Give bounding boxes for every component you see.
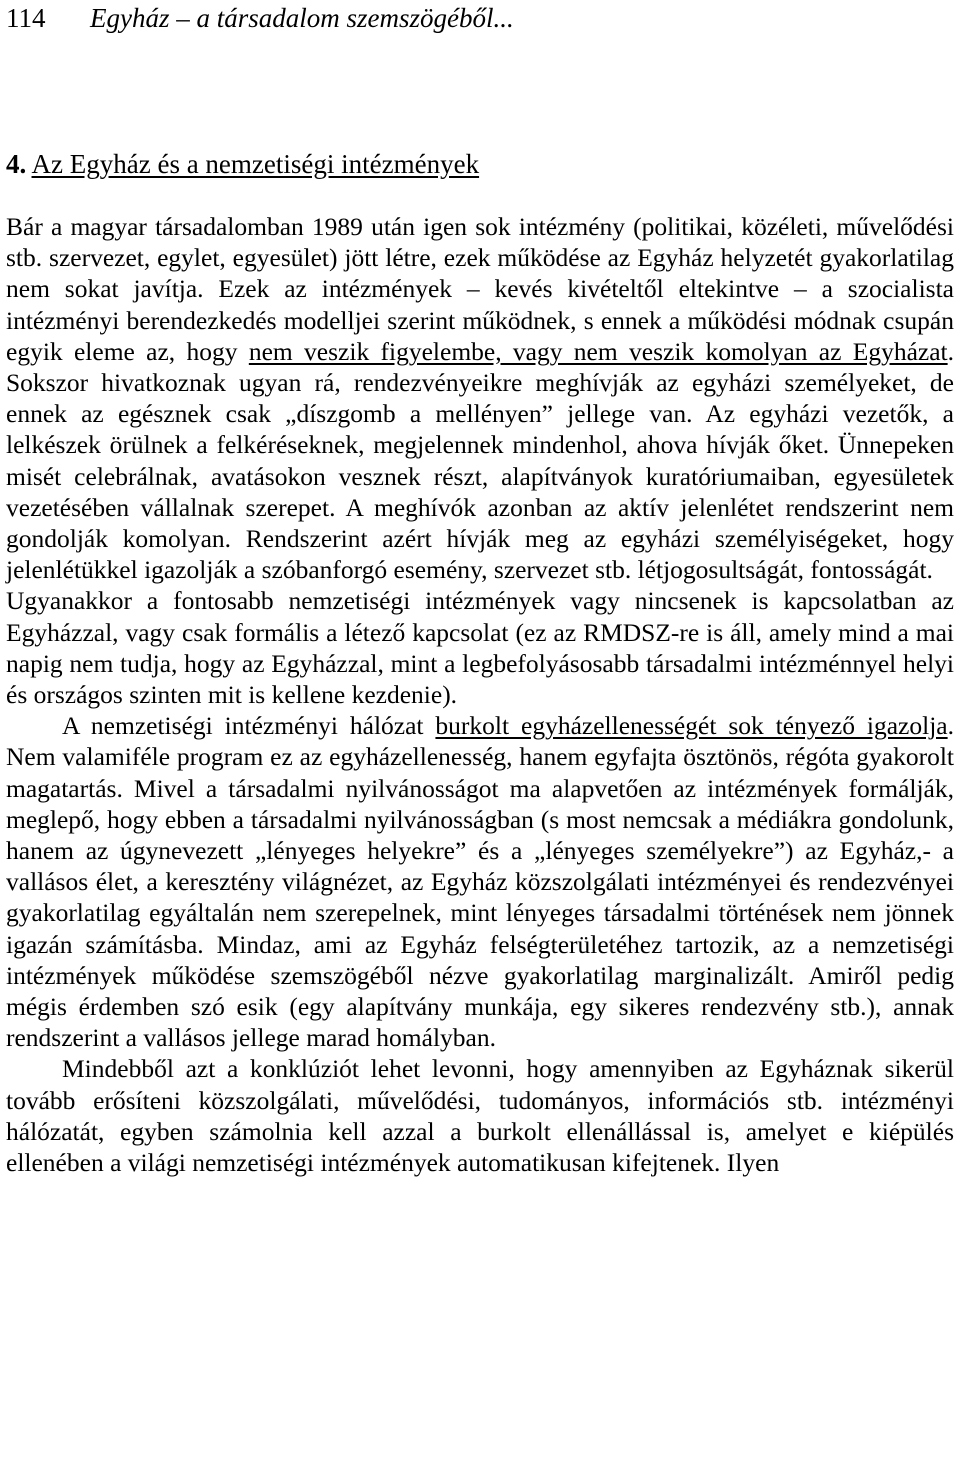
page-header: [6, 0, 956, 36]
running-head: Egyház – a társadalom szemszögéből...: [90, 3, 514, 33]
paragraph-1: [6, 211, 954, 585]
section-title: Az Egyház és a nemzetiségi intézmények: [31, 149, 480, 179]
paragraph-4: [6, 1053, 954, 1178]
text-segment: . Nem valamiféle program ez az egyházellenesség, hanem egyfajta ösztönös, régóta gyakorolt magatartás. Mivel a társadalmi nyilvánosságot ma alapvetően az intézmények formálják, meglepő, hogy ebben a társadalmi nyilvánosságban (s most nemcsak a médiákra gondolunk, hanem az úgynevezett „lényeges helyekre” és a „lényeges személyekre”) az Egyház,- a vallásos élet, a keresztény világnézet, az Egyház közszolgálati intézményei és rendezvényei gyakorlatilag egyáltalán nem szerepelnek, mint lényeges társadalmi történések nem jönnek igazán számításba. Mindaz, ami az Egyház felségterületéhez tartozik, az a nemzetiségi intézmények működése szemszögéből nézve gyakorlatilag marginalizált. Amiről pedig mégis érdemben szó esik (egy alapítvány munkája, egy sikeres rendezvény stb.), annak rendszerint a vallásos jellege marad homályban.: [6, 711, 954, 1053]
text-segment: . Sokszor hivatkoznak ugyan rá, rendezvényeikre meghívják az egyházi személyeket, de ennek az egésznek csak „díszgomb a mellényen” jellege van. Az egyházi vezetők, a lelkészek örülnek a felkéréseknek, megjelennek mindenhol, ahova hívják őket. Ünnepeken misét celebrálnak, avatásokon vesznek részt, alapítványok kuratóriumaiban, egyesületek vezetésében vállalnak szerepet. A meghívók azonban az aktív jelenlétet rendszerint nem gondolják komolyan. Rendszerint azért hívják meg az egyházi személyiségeket, hogy jelenlétükkel igazolják a szóbanforgó esemény, szervezet stb. létjogosultságát, fontosságát.: [6, 336, 954, 585]
text-segment: Ugyanakkor a fontosabb nemzetiségi intézmények vagy nincsenek is kapcsolatban az Egyházzal, vagy csak formális a létező kapcsolat (ez az RMDSZ-re is áll, amely mind a mai napig nem tudja, hogy az Egyházzal, mint a legbefolyásosabb társadalmi intézménnyel helyi és országos szinten mit is kellene kezdenie).: [6, 586, 954, 710]
page-number: 114: [6, 3, 46, 33]
paragraph-2: [6, 585, 954, 710]
body-text: [6, 211, 954, 1178]
paragraph-3: [6, 710, 954, 1053]
text-segment: Bár a magyar társadalomban 1989 után igen sok intézmény (politikai, közéleti, művelődési stb. szervezet, egylet, egyesület) jött létre, ezek működése az Egyház helyzetét gyakorlatilag nem sokat javítja. Ezek az intézmények – kevés kivételtől eltekintve – a szocialista intézményi berendezkedés modelljei szerint működnek, s ennek a működési módnak csupán egyik eleme az, hogy: [6, 212, 954, 366]
underlined-text: nem veszik figyelembe, vagy nem veszik komolyan az Egyházat: [248, 336, 948, 366]
text-segment: Mindebből azt a konklúziót lehet levonni, hogy amennyiben az Egyháznak sikerül tovább erősíteni közszolgálati, művelődési, tudományos, információs stb. intézményi hálózatát, egyben számolnia kell azzal a burkolt ellenállással is, amelyet e kiépülés ellenében a világi nemzetiségi intézmények automatikusan kifejtenek. Ilyen: [6, 1054, 954, 1178]
underlined-text: burkolt egyházellenességét sok tényező igazolja: [435, 711, 948, 741]
section-heading: [6, 146, 479, 182]
text-segment: A nemzetiségi intézményi hálózat: [62, 711, 436, 741]
section-number: 4.: [6, 149, 27, 179]
